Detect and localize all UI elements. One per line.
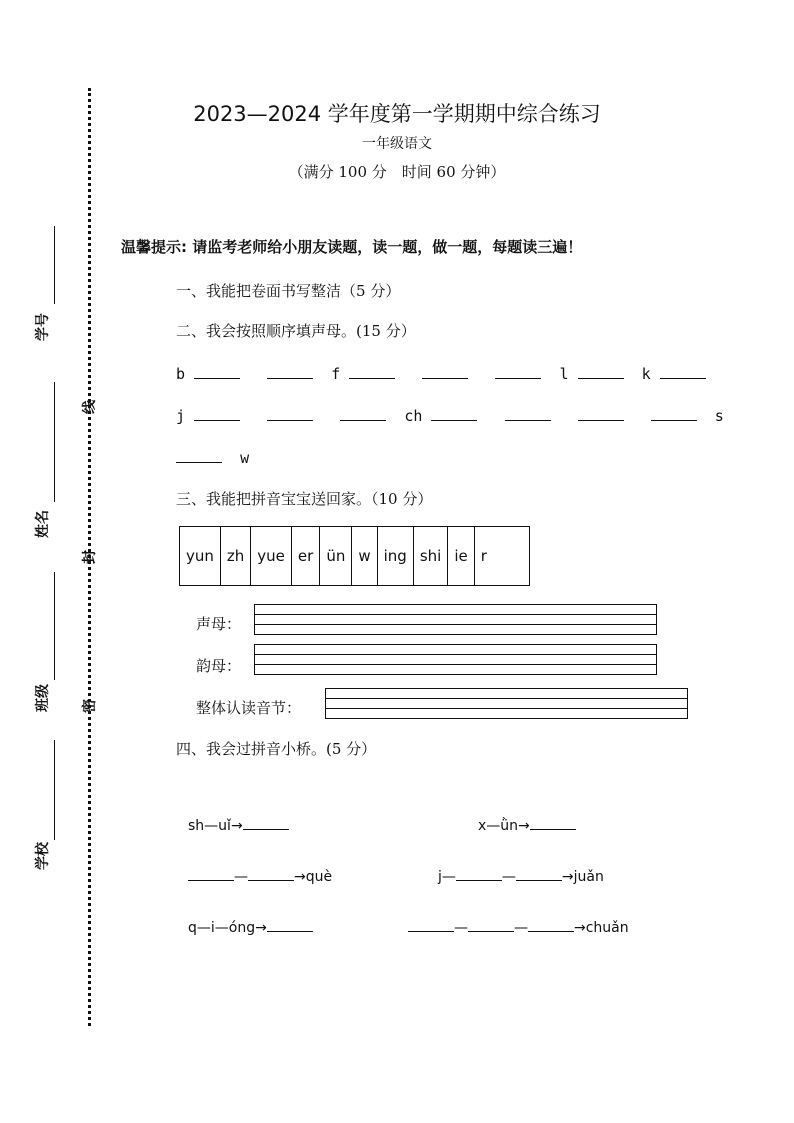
grid-cell: yun bbox=[180, 527, 221, 586]
section-4-heading: 四、我会过拼音小桥。(5 分） bbox=[176, 740, 377, 758]
pinyin-grid bbox=[179, 526, 530, 586]
grid-cell: w bbox=[352, 527, 377, 586]
syllable-part: x bbox=[478, 818, 487, 834]
answer-blank[interactable] bbox=[243, 815, 289, 830]
page-title: 2023—2024 学年度第一学期期中综合练习 bbox=[193, 102, 601, 126]
letter-b: b bbox=[176, 365, 186, 383]
grid-cell: zh bbox=[220, 527, 250, 586]
grid-cell: r bbox=[474, 527, 529, 586]
letter-w: w bbox=[240, 449, 250, 467]
school-label: 学校 bbox=[35, 842, 51, 870]
bridge-item-3: — →què bbox=[188, 866, 332, 885]
letter-k: k bbox=[641, 365, 651, 383]
seal-char-mi: 密 bbox=[82, 699, 98, 713]
answer-blank[interactable] bbox=[408, 917, 454, 932]
answer-blank[interactable] bbox=[578, 406, 624, 421]
syllable-result: juǎn bbox=[573, 869, 604, 885]
answer-blank[interactable] bbox=[530, 815, 576, 830]
answer-blank[interactable] bbox=[516, 866, 562, 881]
initials-writing-lines[interactable] bbox=[254, 604, 657, 635]
whole-syllable-label: 整体认读音节： bbox=[196, 699, 302, 717]
name-line bbox=[54, 382, 55, 502]
bridge-item-1: sh—uǐ→ bbox=[188, 815, 289, 834]
answer-blank[interactable] bbox=[578, 364, 624, 379]
answer-blank[interactable] bbox=[267, 917, 313, 932]
initials-label: 声母： bbox=[196, 615, 242, 633]
student-id-label: 学号 bbox=[35, 313, 51, 341]
answer-blank[interactable] bbox=[194, 364, 240, 379]
answer-blank[interactable] bbox=[267, 406, 313, 421]
letter-s: s bbox=[714, 407, 724, 425]
syllable-part: uǐ bbox=[218, 818, 231, 834]
syllable-part: j bbox=[438, 869, 442, 885]
answer-blank[interactable] bbox=[528, 917, 574, 932]
answer-blank[interactable] bbox=[248, 866, 294, 881]
grid-cell: ing bbox=[377, 527, 413, 586]
answer-blank[interactable] bbox=[505, 406, 551, 421]
answer-blank[interactable] bbox=[349, 364, 395, 379]
syllable-result: chuǎn bbox=[585, 920, 629, 936]
name-label: 姓名 bbox=[35, 510, 51, 538]
grid-cell: yue bbox=[251, 527, 292, 586]
s2-row-1 bbox=[176, 364, 706, 383]
letter-j: j bbox=[176, 407, 186, 425]
page-subtitle: 一年级语文 bbox=[362, 136, 432, 152]
school-line bbox=[54, 740, 55, 840]
section-3-heading: 三、我能把拼音宝宝送回家。（10 分） bbox=[176, 490, 433, 508]
syllable-part: sh bbox=[188, 818, 205, 834]
syllable-result: què bbox=[305, 869, 333, 885]
letter-ch: ch bbox=[404, 407, 423, 425]
bridge-item-5: q—i—óng→ bbox=[188, 917, 313, 936]
finals-label: 韵母： bbox=[196, 657, 242, 675]
grid-cell: er bbox=[291, 527, 319, 586]
grid-cell: shi bbox=[413, 527, 448, 586]
letter-f: f bbox=[331, 365, 341, 383]
answer-blank[interactable] bbox=[495, 364, 541, 379]
grid-cell: ün bbox=[320, 527, 352, 586]
grid-cell: ie bbox=[448, 527, 474, 586]
s2-row-2 bbox=[176, 406, 724, 425]
bridge-item-4: j— — →juǎn bbox=[438, 866, 604, 885]
bridge-item-2: x—ǜn→ bbox=[478, 815, 576, 834]
answer-blank[interactable] bbox=[176, 448, 222, 463]
answer-blank[interactable] bbox=[422, 364, 468, 379]
syllable-part: q bbox=[188, 920, 197, 936]
s2-row-3 bbox=[176, 448, 249, 467]
whole-syllable-writing-lines[interactable] bbox=[325, 688, 688, 719]
seal-char-feng: 封 bbox=[82, 550, 98, 564]
score-time: （满分 100 分 时间 60 分钟） bbox=[288, 163, 506, 181]
bridge-item-6: — — →chuǎn bbox=[408, 917, 629, 936]
answer-blank[interactable] bbox=[651, 406, 697, 421]
answer-blank[interactable] bbox=[468, 917, 514, 932]
answer-blank[interactable] bbox=[188, 866, 234, 881]
letter-l: l bbox=[559, 365, 569, 383]
seal-char-xian: 线 bbox=[82, 400, 98, 414]
section-2-heading: 二、我会按照顺序填声母。(15 分） bbox=[176, 322, 416, 340]
student-id-line bbox=[54, 226, 55, 304]
class-line bbox=[54, 572, 55, 680]
answer-blank[interactable] bbox=[194, 406, 240, 421]
answer-blank[interactable] bbox=[456, 866, 502, 881]
section-1-heading: 一、我能把卷面书写整洁（5 分） bbox=[176, 282, 401, 300]
syllable-part: ǜn bbox=[500, 818, 519, 834]
answer-blank[interactable] bbox=[431, 406, 477, 421]
finals-writing-lines[interactable] bbox=[254, 644, 657, 675]
syllable-part: óng bbox=[228, 920, 256, 936]
answer-blank[interactable] bbox=[267, 364, 313, 379]
answer-blank[interactable] bbox=[340, 406, 386, 421]
class-label: 班级 bbox=[35, 684, 51, 712]
warm-tip: 温馨提示: 请监考老师给小朋友读题，读一题，做一题，每题读三遍！ bbox=[121, 238, 583, 256]
syllable-part: i bbox=[210, 920, 215, 936]
answer-blank[interactable] bbox=[660, 364, 706, 379]
